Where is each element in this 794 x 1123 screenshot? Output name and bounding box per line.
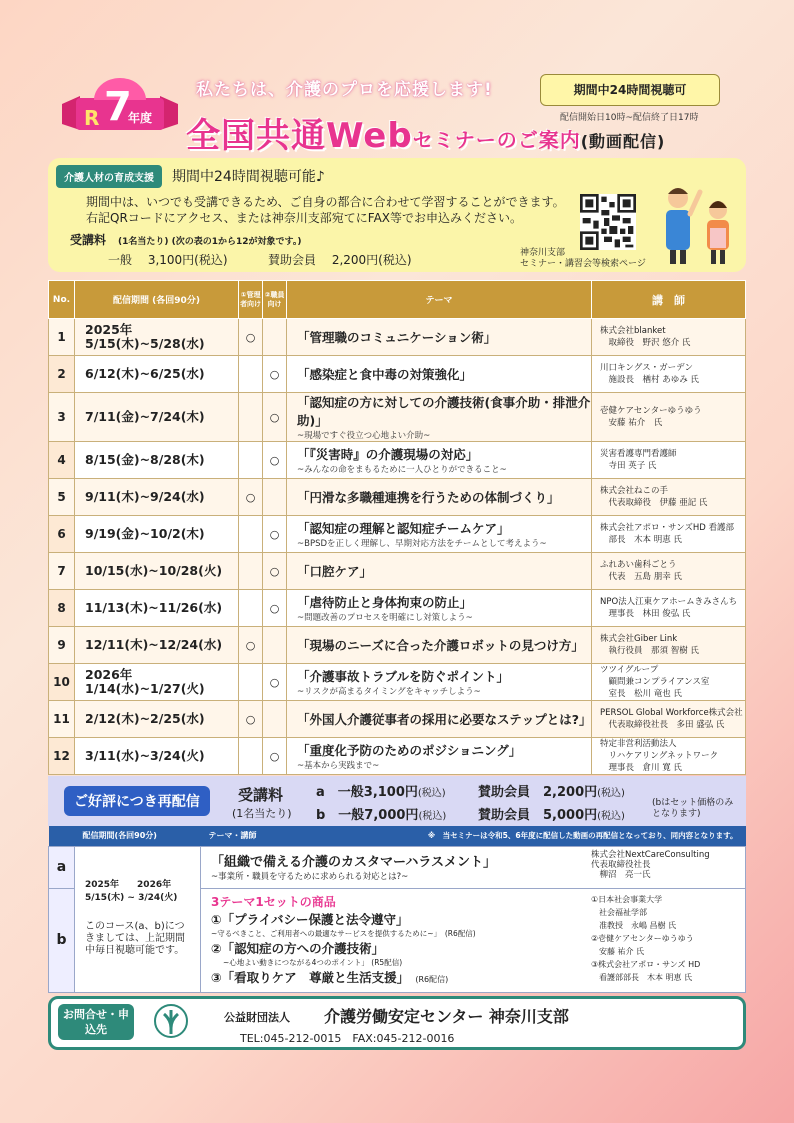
col-period2: 配信期間(各回90分) (75, 826, 201, 846)
row-speaker: 株式会社Giber Link 執行役員 那須 智樹 氏 (592, 627, 746, 664)
row-number: 11 (49, 701, 75, 738)
row-number: 4 (49, 442, 75, 479)
row-period: 10/15(水)~10/28(火) (75, 553, 239, 590)
intro-line: 右記QRコードにアクセス、または神奈川支部宛てにFAX等でお申込みください。 (86, 211, 523, 225)
row-theme: 「認知症の理解と認知症チームケア」 ~BPSDを正しく理解し、早期対応方法をチームとして考えよう~ (287, 516, 592, 553)
row-manager-mark (239, 738, 263, 775)
row-b-speaker: ①日本社会事業大学 社会福祉学部 准教授 永嶋 昌樹 氏 ②壱健ケアセンターゆうゆう 安藤 祐介 氏 ③株式会社アポロ・サンズ HD 看護部部長 木本 明恵 氏 (591, 894, 701, 982)
row-staff-mark: ○ (263, 356, 287, 393)
row-manager-mark (239, 664, 263, 701)
table-row (49, 393, 746, 442)
foundation-logo-icon (154, 1004, 188, 1038)
row-period: 9/11(木)~9/24(水) (75, 479, 239, 516)
rebroadcast-fee-title: 受講料 (238, 786, 284, 804)
row-theme: 「重度化予防のためのポジショニング」 ~基本から実践まで~ (287, 738, 592, 775)
row-number: 8 (49, 590, 75, 627)
row-manager-mark (239, 356, 263, 393)
table-row (49, 664, 746, 701)
rebroadcast-table (48, 826, 746, 993)
row-period: 12/11(木)~12/24(水) (75, 627, 239, 664)
row-theme: 「『災害時』の介護現場の対応」 ~みんなの命をまもるために一人ひとりができること~ (287, 442, 592, 479)
row-number: 5 (49, 479, 75, 516)
row-manager-mark: ○ (239, 479, 263, 516)
row-theme: 「感染症と食中毒の対策強化」 (287, 356, 592, 393)
table-row (49, 356, 746, 393)
col-staff: ②職員向け (263, 281, 287, 319)
row-speaker: 株式会社アポロ・サンズHD 看護部 部長 木本 明恵 氏 (592, 516, 746, 553)
row-speaker: NPO法人江東ケアホームきみさんち 理事長 林田 俊弘 氏 (592, 590, 746, 627)
row-speaker: 壱健ケアセンターゆうゆう 安藤 祐介 氏 (592, 393, 746, 442)
row-speaker: 株式会社ねこの手 代表取締役 伊藤 亜記 氏 (592, 479, 746, 516)
row-manager-mark (239, 393, 263, 442)
title-paren: (動画配信) (580, 132, 666, 151)
row-speaker: 株式会社blanket 取締役 野沢 悠介 氏 (592, 319, 746, 356)
contact-phone: TEL:045-212-0015 FAX:045-212-0016 (240, 1032, 455, 1045)
row-staff-mark: ○ (263, 393, 287, 442)
row-theme: 「円滑な多職種連携を行うための体制づくり」 (287, 479, 592, 516)
table-header (49, 281, 746, 319)
row-speaker: ツツイグループ 顧問兼コンプライアンス室 室長 松川 竜也 氏 (592, 664, 746, 701)
row-number: 9 (49, 627, 75, 664)
qr-code-icon[interactable] (580, 194, 636, 250)
row-manager-mark: ○ (239, 319, 263, 356)
r7-badge (58, 74, 182, 142)
row-theme: 「外国人介護従事者の採用に必要なステップとは?」 (287, 701, 592, 738)
row-number: 10 (49, 664, 75, 701)
row-theme: 「管理職のコミュニケーション術」 (287, 319, 592, 356)
row-staff-mark: ○ (263, 553, 287, 590)
col-period: 配信期間 (各回90分) (75, 281, 239, 319)
row-b-theme: 3テーマ1セットの商品 ①「プライバシー保護と法令遵守」 ~守るべきこと、ご利用者への最適なサービスを提供するために~」 (R6配信) ②「認知症の方への介護技術」 ~心地よい動きにつながる4つのポイント」 (R5配信) ③「看取りケア 尊厳と生活支援」 (R6配信) ①日本社会事業大学 社会福祉学部 准教授 永嶋 昌樹 氏 ②壱健ケアセンターゆうゆう 安藤 祐介 氏 ③株式会社アポロ・サンズ HD 看護部部長 木本 明恵 氏 (201, 888, 746, 992)
row-manager-mark: ○ (239, 701, 263, 738)
row-period: 11/13(木)~11/26(水) (75, 590, 239, 627)
row-a-theme: 「組織で備える介護のカスタマーハラスメント」 ~事業所・職員を守るために求められる対応とは?~ 株式会社NextCareConsulting 代表取締役社長 柳沼 亮一氏 (201, 846, 746, 888)
row-number: 3 (49, 393, 75, 442)
table-row (49, 627, 746, 664)
contact-org-type: 公益財団法人 (224, 1011, 290, 1024)
caregivers-illustration-icon (652, 180, 742, 266)
seminar-table (48, 280, 746, 775)
row-staff-mark (263, 479, 287, 516)
rebroadcast-period: 2025年 2026年 5/15(木) ~ 3/24(火) (85, 879, 178, 903)
row-theme: 「口腔ケア」 (287, 553, 592, 590)
contact-org-name: 介護労働安定センター 神奈川支部 (324, 1007, 569, 1026)
row-manager-mark (239, 442, 263, 479)
row-staff-mark (263, 701, 287, 738)
col-manager: ①管理者向け (239, 281, 263, 319)
row-period: 7/11(金)~7/24(木) (75, 393, 239, 442)
fee-general: 一般 3,100円(税込) (108, 253, 228, 267)
intro-line: 期間中は、いつでも受講できるため、ご自身の都合に合わせて学習することができます。 (86, 195, 565, 209)
col-speaker: 講 師 (592, 281, 746, 319)
table-row (49, 701, 746, 738)
fee-a-member: 賛助会員 2,200円(税込) (478, 785, 625, 800)
row-staff-mark: ○ (263, 590, 287, 627)
row-manager-mark (239, 516, 263, 553)
col-theme: テーマ (287, 281, 592, 319)
row-theme: 「認知症の方に対しての介護技術(食事介助・排泄介助)」 ~現場ですぐ役立つ心地よい介助~ (287, 393, 592, 442)
row-period: 6/12(木)~6/25(水) (75, 356, 239, 393)
table-row (49, 319, 746, 356)
fee-a-general: a 一般3,100円(税込) (316, 785, 446, 800)
fee-member: 賛助会員 2,200円(税込) (268, 253, 412, 267)
title-main: 全国共通Web (186, 116, 413, 156)
row-staff-mark: ○ (263, 516, 287, 553)
row-number: 6 (49, 516, 75, 553)
fee-b-member: 賛助会員 5,000円(税込) (478, 808, 625, 823)
row-period: 2026年 1/14(水)~1/27(火) (75, 664, 239, 701)
table-row (49, 442, 746, 479)
fee-heading: 受講料 (1名当たり) (次の表の1から12が対象です。) (70, 233, 302, 247)
badge-r: R (84, 106, 100, 130)
table-row (49, 516, 746, 553)
table-row (49, 479, 746, 516)
row-period: 2025年 5/15(木)~5/28(水) (75, 319, 239, 356)
rebroadcast-period-note: このコース(a、b)につきましては、上記期間中毎日視聴可能です。 (85, 920, 185, 956)
tagline: 私たちは、介護のプロを応援します! (196, 80, 493, 100)
rebroadcast-fee-sub: (1名当たり) (232, 807, 292, 820)
row-theme: 「虐待防止と身体拘束の防止」 ~問題改善のプロセスを明確にし対策しよう~ (287, 590, 592, 627)
viewing-hours: 配信開始日10時~配信終了日17時 (560, 113, 699, 123)
row-staff-mark (263, 627, 287, 664)
col-no: No. (49, 281, 75, 319)
row-speaker: 特定非営利活動法人 リハケアリングネットワーク 理事長 倉川 寛 氏 (592, 738, 746, 775)
badge-number: 7 (104, 84, 132, 130)
set-price-note: (bはセット価格のみとなります) (652, 798, 734, 819)
row-b-label: b (49, 888, 75, 992)
row-period: 3/11(水)~3/24(火) (75, 738, 239, 775)
row-staff-mark: ○ (263, 738, 287, 775)
contact-tag: お問合せ・申込先 (58, 1004, 134, 1040)
table-row (49, 553, 746, 590)
rebroadcast-period-cell (75, 846, 201, 992)
row-a-speaker: 株式会社NextCareConsulting 代表取締役社長 柳沼 亮一氏 (591, 849, 710, 880)
care-support-tag: 介護人材の育成支援 (56, 165, 162, 188)
rebroadcast-header-note: ※ 当セミナーは令和5、6年度に配信した動画の再配信となっており、同内容となります。 (427, 831, 738, 841)
row-staff-mark (263, 319, 287, 356)
col-theme2: テーマ・講師 ※ 当セミナーは令和5、6年度に配信した動画の再配信となっており、同内容となります。 (201, 826, 746, 846)
row-number: 7 (49, 553, 75, 590)
row-period: 9/19(金)~10/2(木) (75, 516, 239, 553)
row-period: 2/12(木)~2/25(水) (75, 701, 239, 738)
rebroadcast-tag: ご好評につき再配信 (64, 786, 210, 816)
row-number: 2 (49, 356, 75, 393)
title-sub: セミナーのご案内 (412, 128, 581, 152)
viewing-banner: 期間中24時間視聴可 (540, 74, 720, 106)
badge-suffix: 年度 (128, 111, 153, 125)
row-speaker: 川口キングス・ガーデン 施設長 楢村 あゆみ 氏 (592, 356, 746, 393)
row-period: 8/15(金)~8/28(木) (75, 442, 239, 479)
row-staff-mark: ○ (263, 442, 287, 479)
row-staff-mark: ○ (263, 664, 287, 701)
table-row (49, 738, 746, 775)
row-number: 1 (49, 319, 75, 356)
intro-heading: 期間中24時間視聴可能♪ (172, 169, 325, 185)
row-a-label: a (49, 846, 75, 888)
row-manager-mark: ○ (239, 627, 263, 664)
row-speaker: PERSOL Global Workforce株式会社 代表取締役社長 多田 盛弘 氏 (592, 701, 746, 738)
row-manager-mark (239, 590, 263, 627)
row-speaker: ふれあい歯科ごとう 代表 五島 朋幸 氏 (592, 553, 746, 590)
table-row (49, 590, 746, 627)
row-manager-mark (239, 553, 263, 590)
row-number: 12 (49, 738, 75, 775)
qr-caption: 神奈川支部 セミナー・講習会等検索ページ (520, 248, 646, 269)
row-theme: 「現場のニーズに合った介護ロボットの見つけ方」 (287, 627, 592, 664)
fee-b-general: b 一般7,000円(税込) (316, 808, 447, 823)
row-theme: 「介護事故トラブルを防ぐポイント」 ~リスクが高まるタイミングをキャッチしよう~ (287, 664, 592, 701)
row-speaker: 災害看護専門看護師 寺田 英子 氏 (592, 442, 746, 479)
